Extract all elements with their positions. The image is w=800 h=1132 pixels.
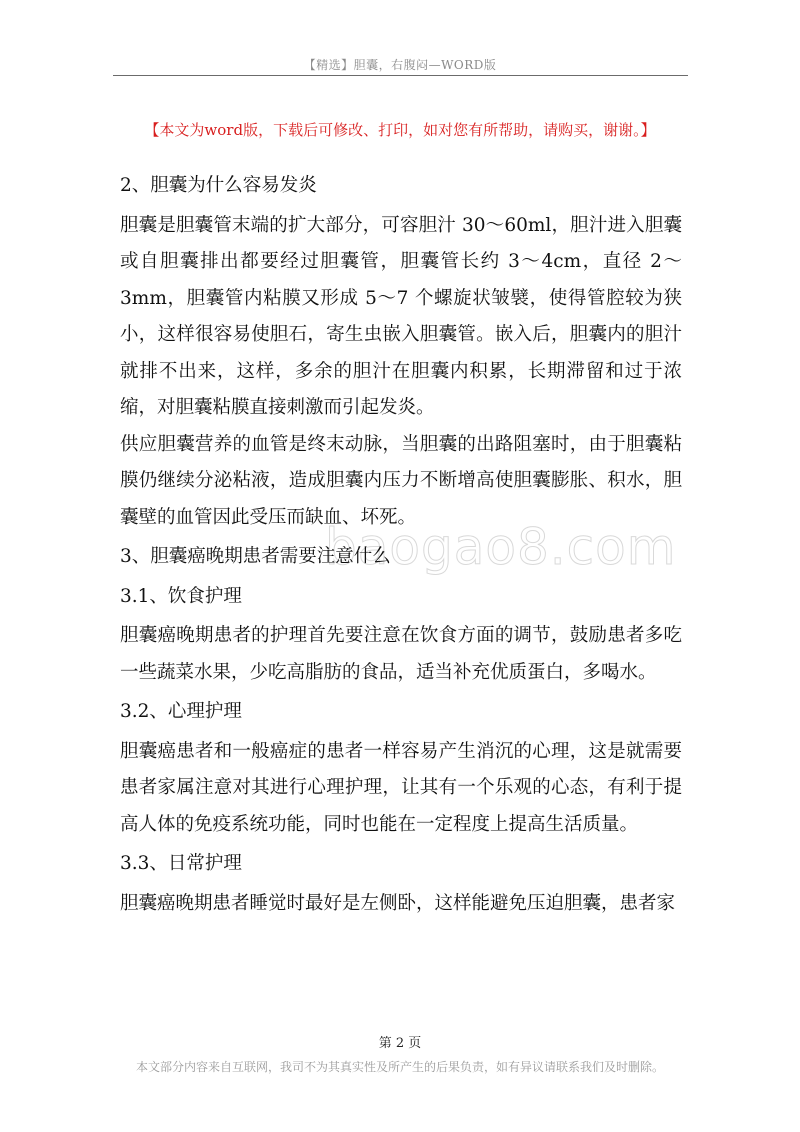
paragraph: 胆囊癌晚期患者的护理首先要注意在饮食方面的调节，鼓励患者多吃一些蔬菜水果，少吃高脂肪的食品，适当补充优质蛋白，多喝水。 — [120, 625, 682, 683]
subsection-heading: 3.2、心理护理 — [120, 701, 242, 722]
red-notice: 【本文为word版，下载后可修改、打印，如对您有所帮助，请购买，谢谢。】 — [144, 121, 656, 139]
section-heading: 2、胆囊为什么容易发炎 — [120, 175, 317, 196]
footer-disclaimer: 本文部分内容来自互联网，我司不为其真实性及所产生的后果负责，如有异议请联系我们及时删除。 — [135, 1060, 664, 1074]
section-heading: 3、胆囊癌晚期患者需要注意什么 — [120, 546, 391, 567]
paragraph: 胆囊癌晚期患者睡觉时最好是左侧卧，这样能避免压迫胆囊，患者家 — [120, 892, 676, 914]
subsection-heading: 3.3、日常护理 — [120, 853, 242, 874]
paragraph: 胆囊是胆囊管末端的扩大部分，可容胆汁 30～60ml，胆汁进入胆囊或自胆囊排出都要经过胆囊管，胆囊管长约 3～4cm，直径 2～3mm，胆囊管内粘膜又形成 5～7 个螺旋状皱襞，使得管腔较为狭小，这样很容易使胆石，寄生虫嵌入胆囊管。嵌入后，胆囊内的胆汁就排不出来，这样，多余的胆汁在胆囊内积累，长期滞留和过于浓缩，对胆囊粘膜直接刺激而引起发炎。 — [120, 214, 682, 418]
watermark: baogao8.com — [325, 518, 677, 576]
page-number: 第 2 页 — [378, 1036, 422, 1051]
paragraph: 胆囊癌患者和一般癌症的患者一样容易产生消沉的心理，这是就需要患者家属注意对其进行心理护理，让其有一个乐观的心态，有利于提高人体的免疫系统功能，同时也能在一定程度上提高生活质量。 — [120, 740, 682, 835]
document-body — [120, 168, 682, 922]
header-divider — [113, 75, 688, 76]
paragraph: 供应胆囊营养的血管是终末动脉，当胆囊的出路阻塞时，由于胆囊粘膜仍继续分泌粘液，造成胆囊内压力不断增高使胆囊膨胀、积水，胆囊壁的血管因此受压而缺血、坏死。 — [120, 433, 682, 528]
page-header-title: 【精选】胆囊，右腹闷—WORD版 — [303, 58, 497, 72]
subsection-heading: 3.1、饮食护理 — [120, 585, 242, 607]
